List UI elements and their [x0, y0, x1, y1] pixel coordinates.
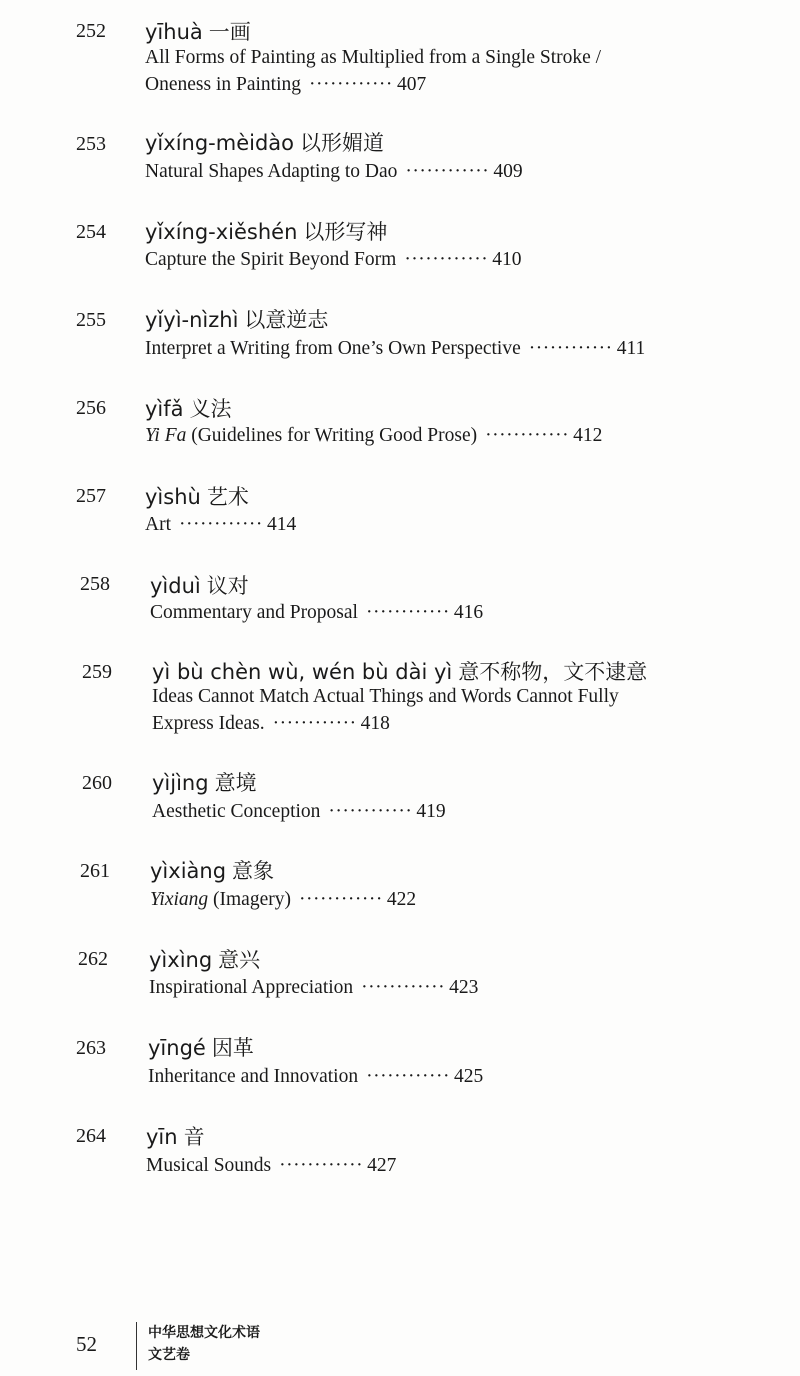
entry-number: 258 [80, 573, 110, 595]
entry-heading [152, 656, 647, 686]
entry-chinese: 音 [183, 1125, 205, 1149]
leader-dots: ············ [405, 161, 490, 182]
entry-chinese: 以形写神 [303, 220, 388, 244]
entry-page: 407 [396, 74, 427, 95]
entry-title-italic: Yi Fa [145, 425, 187, 446]
entry-page: 418 [360, 713, 390, 734]
footer-series [148, 1322, 260, 1366]
entry-chinese: 以意逆志 [244, 308, 329, 332]
entry-title [145, 511, 296, 538]
entry-title-text: All Forms of Painting as Multiplied from a Single Stroke / [145, 47, 602, 68]
entry-title-text: Natural Shapes Adapting to Dao [145, 161, 398, 182]
entry-number: 264 [76, 1125, 106, 1147]
entry-page: 422 [386, 889, 417, 910]
footer-divider [136, 1322, 137, 1370]
entry-pinyin: yīhuà [145, 20, 203, 44]
entry-title [152, 683, 619, 737]
leader-dots: ············ [366, 1066, 451, 1087]
entry-number: 262 [78, 948, 108, 970]
entry-title [145, 422, 602, 449]
entry-title [152, 798, 446, 825]
leader-dots: ············ [528, 338, 613, 359]
entry-title-text: Inspirational Appreciation [149, 977, 354, 998]
entry-title [149, 974, 478, 1001]
entry-title-text: Commentary and Proposal [150, 602, 358, 623]
entry-page: 414 [266, 514, 297, 535]
entry-pinyin: yīngé [148, 1036, 206, 1060]
entry-heading [150, 570, 249, 600]
entry-title [150, 886, 416, 913]
entry-number: 259 [82, 661, 112, 683]
entry-page: 419 [416, 801, 446, 822]
entry-heading [145, 304, 328, 334]
leader-dots: ············ [309, 74, 393, 95]
entry-title [145, 158, 523, 185]
entry-number: 256 [76, 397, 106, 419]
leader-dots: ············ [404, 249, 489, 270]
entry-number: 252 [76, 20, 106, 42]
leader-dots: ············ [328, 801, 413, 822]
entry-pinyin: yìxìng [149, 948, 213, 972]
entry-heading [146, 1121, 205, 1151]
page-number: 52 [76, 1332, 97, 1356]
entry-number: 253 [76, 133, 106, 155]
entry-title [145, 246, 522, 273]
entry-heading [149, 944, 260, 974]
entry-title-text: Ideas Cannot Match Actual Things and Words Cannot Fully [152, 686, 619, 707]
entry-title [146, 1152, 396, 1179]
entry-pinyin: yìshù [145, 485, 201, 509]
entry-chinese: 意境 [214, 771, 257, 795]
entry-heading [148, 1032, 254, 1062]
leader-dots: ············ [298, 889, 383, 910]
leader-dots: ············ [279, 1155, 364, 1176]
entry-page: 412 [573, 425, 603, 446]
entry-title [150, 599, 483, 626]
entry-pinyin: yì bù chèn wù, wén bù dài yì [152, 660, 453, 684]
entry-number: 257 [76, 485, 106, 507]
leader-dots: ············ [179, 514, 263, 535]
entry-number: 255 [76, 309, 106, 331]
entry-chinese: 意不称物，文不逮意 [458, 660, 648, 684]
entry-pinyin: yǐyì-nìzhì [145, 308, 239, 332]
entry-number: 263 [76, 1037, 106, 1059]
entry-page: 409 [493, 161, 523, 182]
entry-title-line2: Oneness in Painting [145, 74, 301, 95]
entry-title-text: Musical Sounds [146, 1155, 272, 1176]
entry-heading [145, 216, 387, 246]
entry-page: 410 [492, 249, 522, 270]
entry-pinyin: yìfǎ [145, 397, 184, 421]
entry-page: 416 [453, 602, 484, 623]
entry-title-text: Inheritance and Innovation [148, 1066, 359, 1087]
entry-title-text: Capture the Spirit Beyond Form [145, 249, 397, 270]
leader-dots: ············ [485, 425, 570, 446]
entry-title-text: Interpret a Writing from One’s Own Perspective [145, 338, 521, 359]
entry-title-text: (Imagery) [208, 889, 291, 910]
entry-chinese: 议对 [206, 574, 249, 598]
entry-number: 254 [76, 221, 106, 243]
entry-heading [145, 393, 232, 423]
entry-heading [145, 127, 384, 157]
entry-chinese: 义法 [189, 397, 232, 421]
entry-chinese: 意象 [232, 859, 275, 883]
entry-heading [152, 767, 257, 797]
volume-title: 文艺卷 [148, 1347, 190, 1363]
entry-title [145, 44, 601, 98]
entry-title-italic: Yixiang [150, 889, 209, 910]
entry-pinyin: yìxiàng [150, 859, 227, 883]
entry-page: 427 [367, 1155, 397, 1176]
entry-chinese: 一画 [208, 20, 251, 44]
entry-heading [145, 16, 251, 46]
entry-pinyin: yǐxíng-mèidào [145, 131, 294, 155]
entry-number: 260 [82, 772, 112, 794]
entry-pinyin: yìduì [150, 574, 201, 598]
entry-heading [145, 481, 249, 511]
entry-pinyin: yǐxíng-xiěshén [145, 220, 298, 244]
entry-chinese: 意兴 [218, 948, 261, 972]
entry-pinyin: yìjìng [152, 771, 209, 795]
page-footer [0, 1316, 800, 1376]
leader-dots: ············ [361, 977, 446, 998]
entry-title [148, 1063, 483, 1090]
entry-title-text: Art [145, 514, 171, 535]
entry-chinese: 因革 [211, 1036, 254, 1060]
entry-number: 261 [80, 860, 110, 882]
entry-title [145, 335, 645, 362]
entry-title-line2: Express Ideas. [152, 713, 265, 734]
leader-dots: ············ [272, 713, 357, 734]
series-title: 中华思想文化术语 [148, 1325, 260, 1341]
entry-chinese: 艺术 [206, 485, 249, 509]
leader-dots: ············ [365, 602, 450, 623]
entry-pinyin: yīn [146, 1125, 178, 1149]
entry-chinese: 以形媚道 [300, 131, 384, 155]
entry-page: 411 [616, 338, 646, 359]
entry-page: 425 [454, 1066, 484, 1087]
entry-page: 423 [449, 977, 479, 998]
entry-title-text: Aesthetic Conception [152, 801, 321, 822]
entry-title-text: (Guidelines for Writing Good Prose) [186, 425, 478, 446]
entry-heading [150, 855, 274, 885]
